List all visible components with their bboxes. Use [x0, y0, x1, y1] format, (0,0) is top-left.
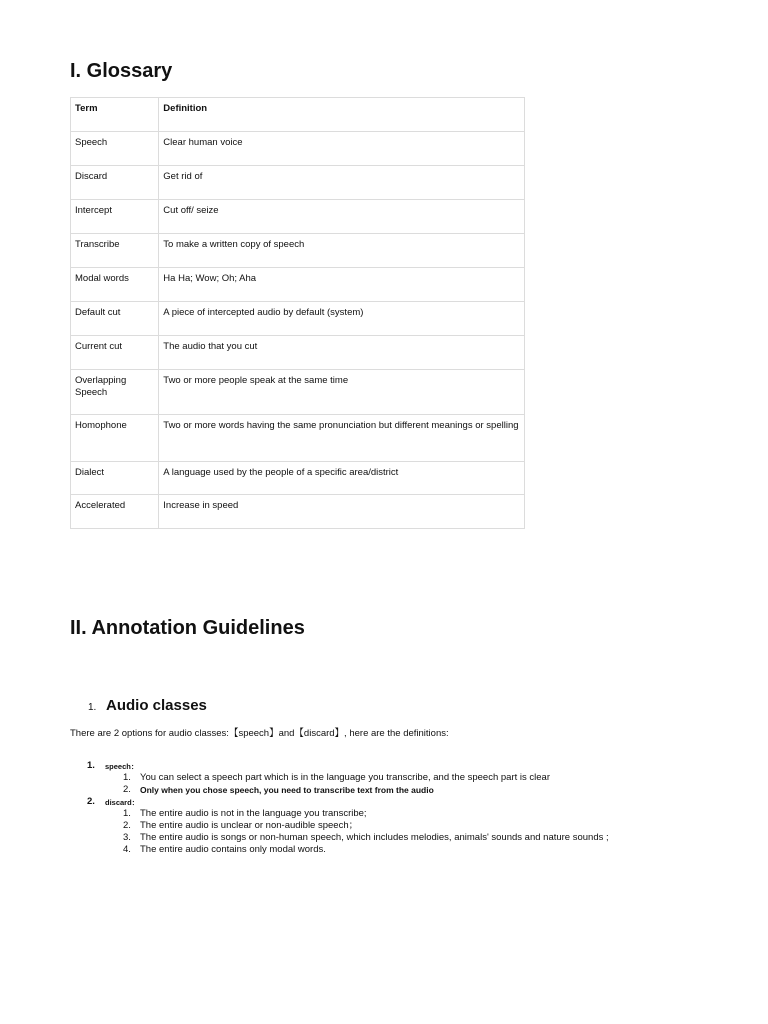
term-cell: Transcribe	[71, 234, 159, 268]
item-number: 2.	[123, 784, 131, 795]
item-number: 4.	[123, 844, 131, 855]
item-text: The entire audio is songs or non-human speech, which includes melodies, animals' sounds and nature sounds ;	[140, 832, 609, 843]
term-cell: Dialect	[71, 462, 159, 495]
class-name: discard：	[105, 798, 140, 807]
table-row	[71, 268, 525, 302]
glossary-table	[70, 97, 525, 529]
definition-cell: A language used by the people of a specific area/district	[159, 462, 525, 495]
table-row	[71, 166, 525, 200]
definition-cell: Get rid of	[159, 166, 525, 200]
term-cell: Intercept	[71, 200, 159, 234]
item-number: 1.	[123, 772, 131, 783]
term-cell: Accelerated	[71, 495, 159, 529]
item-text: You can select a speech part which is in the language you transcribe, and the speech part is clear	[140, 772, 550, 783]
definition-cell: Increase in speed	[159, 495, 525, 529]
table-row	[71, 132, 525, 166]
term-cell: Current cut	[71, 336, 159, 370]
term-cell: Discard	[71, 166, 159, 200]
definition-cell: Ha Ha; Wow; Oh; Aha	[159, 268, 525, 302]
item-text: The entire audio is not in the language you transcribe;	[140, 808, 367, 819]
class-number: 1.	[87, 760, 95, 771]
table-row	[71, 370, 525, 415]
table-row	[71, 495, 525, 529]
term-cell: Overlapping Speech	[71, 370, 159, 415]
item-number: 2.	[123, 820, 131, 831]
definition-cell: The audio that you cut	[159, 336, 525, 370]
term-cell: Modal words	[71, 268, 159, 302]
guidelines-title: II. Annotation Guidelines	[70, 617, 305, 639]
item-text: The entire audio is unclear or non-audible speech；	[140, 820, 359, 831]
definition-cell: Two or more people speak at the same time	[159, 370, 525, 415]
definition-cell: To make a written copy of speech	[159, 234, 525, 268]
item-number: 1.	[123, 808, 131, 819]
definition-cell: Two or more words having the same pronunciation but different meanings or spelling	[159, 415, 525, 462]
table-row	[71, 462, 525, 495]
table-row	[71, 302, 525, 336]
definition-cell: Cut off/ seize	[159, 200, 525, 234]
term-cell: Default cut	[71, 302, 159, 336]
definition-cell: A piece of intercepted audio by default (system)	[159, 302, 525, 336]
table-row	[71, 336, 525, 370]
table-row	[71, 234, 525, 268]
definition-cell: Clear human voice	[159, 132, 525, 166]
subsection-number: 1.	[88, 702, 97, 713]
class-name: speech：	[105, 762, 139, 771]
table-row	[71, 200, 525, 234]
header-term: Term	[71, 98, 159, 132]
table-row	[71, 415, 525, 462]
header-definition: Definition	[159, 98, 525, 132]
glossary-title: I. Glossary	[70, 60, 173, 82]
term-cell: Speech	[71, 132, 159, 166]
term-cell: Homophone	[71, 415, 159, 462]
subsection-heading	[88, 697, 207, 714]
item-text: The entire audio contains only modal words.	[140, 844, 326, 855]
item-text: Only when you chose speech, you need to transcribe text from the audio	[140, 785, 434, 795]
item-number: 3.	[123, 832, 131, 843]
class-number: 2.	[87, 796, 95, 807]
table-header-row	[71, 98, 525, 132]
intro-text: There are 2 options for audio classes:【speech】and【discard】, here are the definitions:	[70, 728, 449, 739]
subsection-title: Audio classes	[106, 697, 207, 714]
